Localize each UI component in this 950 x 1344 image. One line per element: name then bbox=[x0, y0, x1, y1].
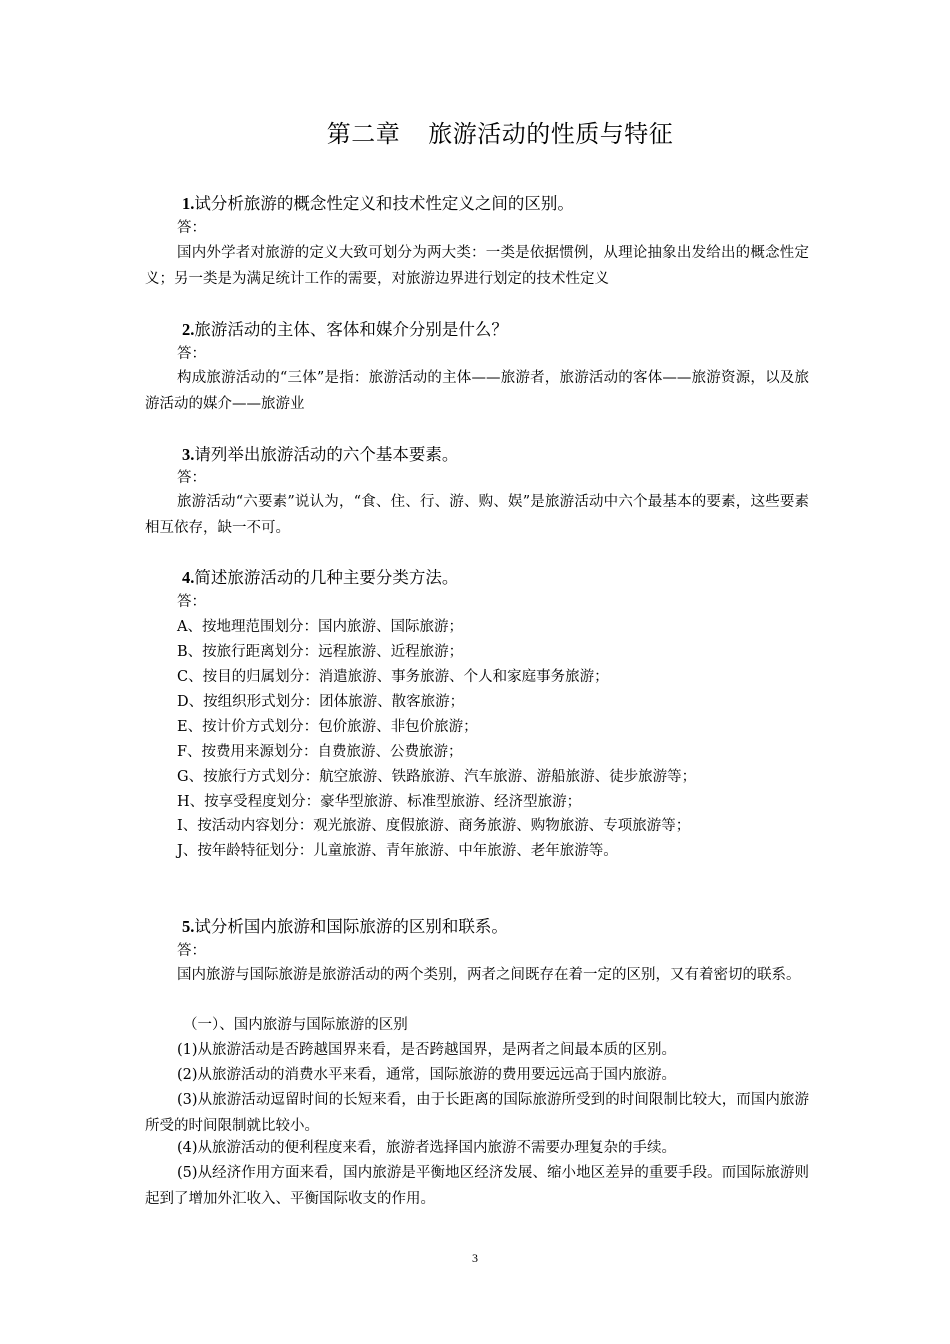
question-3 bbox=[182, 441, 458, 465]
chapter-subject: 旅游活动的性质与特征 bbox=[428, 120, 674, 148]
question-number: 4. bbox=[182, 568, 195, 587]
answer-3: 旅游活动“六要素”说认为，“食、住、行、游、购、娱”是旅游活动中六个最基本的要素，这些要素相互依存，缺一不可。 bbox=[145, 494, 809, 536]
answer-2: 构成旅游活动的“三体”是指：旅游活动的主体——旅游者，旅游活动的客体——旅游资源，以及旅游活动的媒介——旅游业 bbox=[145, 370, 809, 412]
classification-item: H、按享受程度划分：豪华型旅游、标准型旅游、经济型旅游； bbox=[177, 794, 582, 810]
question-text: 试分析旅游的概念性定义和技术性定义之间的区别。 bbox=[194, 194, 574, 213]
question-text: 简述旅游活动的几种主要分类方法。 bbox=[194, 568, 459, 587]
classification-item: D、按组织形式划分：团体旅游、散客旅游； bbox=[177, 694, 465, 710]
classification-item: B、按旅行距离划分：远程旅游、近程旅游； bbox=[177, 644, 464, 660]
question-number: 5. bbox=[182, 917, 195, 936]
section-heading: （一）、国内旅游与国际旅游的区别 bbox=[183, 1017, 408, 1033]
question-number: 2. bbox=[182, 320, 195, 339]
answer-label: 答： bbox=[177, 594, 206, 610]
answer-label: 答： bbox=[177, 943, 206, 959]
question-number: 3. bbox=[182, 445, 195, 464]
classification-item: G、按旅行方式划分：航空旅游、铁路旅游、汽车旅游、游船旅游、徒步旅游等； bbox=[177, 769, 697, 785]
difference-point: (3)从旅游活动逗留时间的长短来看，由于长距离的国际旅游所受到的时间限制比较大，而国内旅游所受的时间限制就比较小。 bbox=[145, 1092, 809, 1134]
answer-1: 国内外学者对旅游的定义大致可划分为两大类：一类是依据惯例，从理论抽象出发给出的概念性定义；另一类是为满足统计工作的需要，对旅游边界进行划定的技术性定义 bbox=[145, 245, 809, 287]
difference-point: (1)从旅游活动是否跨越国界来看，是否跨越国界，是两者之间最本质的区别。 bbox=[177, 1042, 677, 1058]
chapter-number: 第二章 bbox=[326, 120, 401, 148]
answer-label: 答： bbox=[177, 346, 206, 362]
question-1 bbox=[182, 190, 574, 214]
answer-label: 答： bbox=[177, 470, 206, 486]
classification-item: I、按活动内容划分：观光旅游、度假旅游、商务旅游、购物旅游、专项旅游等； bbox=[177, 818, 691, 834]
question-number: 1. bbox=[182, 194, 195, 213]
chapter-title bbox=[0, 114, 950, 149]
classification-item: C、按目的归属划分：消遣旅游、事务旅游、个人和家庭事务旅游； bbox=[177, 669, 609, 685]
question-4 bbox=[182, 564, 458, 588]
page-number: 3 bbox=[472, 1251, 478, 1265]
difference-point: (2)从旅游活动的消费水平来看，通常，国际旅游的费用要远远高于国内旅游。 bbox=[177, 1067, 677, 1083]
classification-item: J、按年龄特征划分：儿童旅游、青年旅游、中年旅游、老年旅游等。 bbox=[177, 843, 618, 859]
classification-item: A、按地理范围划分：国内旅游、国际旅游； bbox=[177, 619, 463, 635]
answer-5-intro: 国内旅游与国际旅游是旅游活动的两个类别，两者之间既存在着一定的区别，又有着密切的联系。 bbox=[177, 967, 801, 983]
question-2 bbox=[182, 316, 508, 340]
classification-item: E、按计价方式划分：包价旅游、非包价旅游； bbox=[177, 719, 478, 735]
classification-item: F、按费用来源划分：自费旅游、公费旅游； bbox=[177, 744, 463, 760]
question-text: 试分析国内旅游和国际旅游的区别和联系。 bbox=[194, 917, 508, 936]
difference-point: (4)从旅游活动的便利程度来看，旅游者选择国内旅游不需要办理复杂的手续。 bbox=[177, 1140, 677, 1156]
answer-label: 答： bbox=[177, 220, 206, 236]
difference-point: (5)从经济作用方面来看，国内旅游是平衡地区经济发展、缩小地区差异的重要手段。而国际旅游则起到了增加外汇收入、平衡国际收支的作用。 bbox=[145, 1165, 809, 1207]
question-text: 旅游活动的主体、客体和媒介分别是什么？ bbox=[194, 320, 508, 339]
question-text: 请列举出旅游活动的六个基本要素。 bbox=[194, 445, 459, 464]
question-5 bbox=[182, 913, 508, 937]
